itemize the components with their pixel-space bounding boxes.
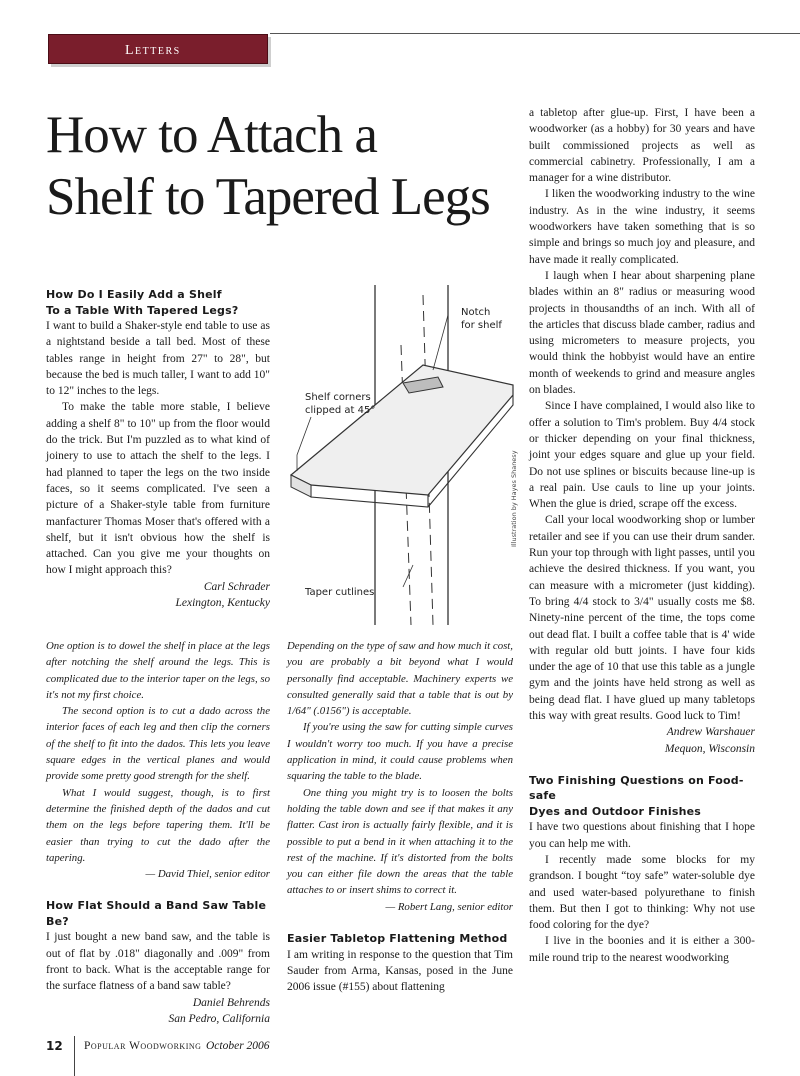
letter-3-paragraph-3: I laugh when I hear about sharpening plane blades within an 8" radius or measuring wood projects in thousandths of an inch. With all of the articles that discuss blade camber, radius and using micrometers to measure projects, you would think the hobbyist would have an entire month of weekends to grind and measure angles on blades. (529, 269, 755, 397)
letter-3-heading: Easier Tabletop Flattening Method (287, 932, 508, 946)
shelf-leg-illustration (283, 285, 523, 630)
notch-leader (433, 315, 448, 370)
title-line-1: How to Attach a (46, 106, 377, 164)
taper-leader (403, 565, 413, 587)
answer-2-paragraph-2: If you're using the saw for cutting simple curves I wouldn't worry too much. If you have a precise application in mind, it could cause problems when squaring the table to the blade. (287, 721, 513, 783)
letter-3-paragraph-1-cont: a tabletop after glue-up. First, I have been a woodworker (as a hobby) for 30 years and have built commissioned projects as well as commercial cabinetry. Professionally, I am a manager for a wine distributor. (529, 107, 755, 185)
label-notch-line-2: for shelf (461, 320, 502, 331)
section-tag-label: Letters (125, 43, 181, 58)
top-rule (270, 33, 800, 34)
magazine-name: Popular Woodworking (84, 1040, 202, 1052)
answer-1-paragraph-2: The second option is to cut a dado across the interior faces of each leg and then clip the corners of the shelf to fit into the dados. This lets you leave square edges in the vertical planes and would provide some pretty good strength for the shelf. (46, 705, 270, 783)
letter-1-heading (46, 287, 270, 318)
letter-1-signature-place: Lexington, Kentucky (175, 597, 270, 610)
footer-divider (74, 1036, 75, 1076)
letter-3-signature-name: Andrew Warshauer (666, 726, 755, 739)
illustration-credit: Illustration by Hayes Shanesy (510, 450, 518, 547)
letter-2-heading: How Flat Should a Band Saw Table Be? (46, 899, 267, 928)
answer-1-signature: — David Thiel, senior editor (145, 868, 270, 881)
answer-1-paragraph-1: One option is to dowel the shelf in place at the legs after notching the shelf around the legs. This is complicated due to the interior taper on the legs, so it's not my first choice. (46, 640, 270, 701)
answer-1 (46, 638, 270, 882)
letter-2-signature-name: Daniel Behrends (192, 996, 270, 1009)
letter-1-signature-name: Carl Schrader (203, 580, 270, 593)
letter-4-paragraph-1: I have two questions about finishing that I hope you can help me with. (529, 821, 755, 850)
letter-3-paragraph-4: Since I have complained, I would also like to offer a solution to Tim's problem. Buy 4/4 stock or thicker depending on your final thickness, joint your edges square and glue up your field. Do not use splines or biscuits because line-up is a real pain. Use cauls to line up your joints. When the glue is dried, scrape off the excess. (529, 400, 755, 511)
label-notch-line-1: Notch (461, 307, 491, 318)
label-taper-cutlines: Taper cutlines (305, 587, 375, 598)
answer-2-paragraph-1: Depending on the type of saw and how much it cost, you are probably a bit beyond what I would personally find acceptable. Machinery experts we consulted generally said that a table that is out by 1/64" (.0156") is acceptable. (287, 640, 513, 718)
letter-1-heading-line-1: How Do I Easily Add a Shelf (46, 288, 222, 301)
article-title (46, 104, 516, 228)
letter-2-signature-place: San Pedro, California (168, 1012, 270, 1025)
label-corners-line-1: Shelf corners (305, 392, 371, 403)
page-number: 12 (46, 1039, 63, 1053)
answer-2-signature: — Robert Lang, senior editor (385, 900, 513, 913)
letter-4-paragraph-2: I recently made some blocks for my grandson. I bought “toy safe” water-soluble dye and used water-based polyurethane to finish them. But then I got to thinking: Why not use food coloring for the dye? (529, 853, 755, 932)
section-tag (48, 34, 268, 64)
letter-4-paragraph-3: I live in the boonies and it is either a 300-mile round trip to the nearest woodworking (529, 935, 755, 964)
letter-4-heading (529, 773, 755, 820)
letter-3-paragraph-1-start: I am writing in response to the question that Tim Sauder from Arma, Kansas, posed in the June 2006 issue (#155) about flattening (287, 948, 513, 994)
answer-2-paragraph-3: One thing you might try is to loosen the bolts holding the table down and see if that makes it any flatter. Cast iron is actually fairly flexible, and it is possible to put a bend in it when attaching it to the rest of the machine. If it's distorted from the bolts you can either file down the areas that the table attaches to or insert shims to correct it. (287, 786, 513, 897)
letter-3-signature-place: Mequon, Wisconsin (664, 742, 755, 755)
letter-3-paragraph-5: Call your local woodworking shop or lumber retailer and see if you can use their drum sander. Run your top through with light passes, until you achieve the desired thickness. If you want, you can measure with a micrometer (just kidding). To bring 4/4 stock to 3/4" usually costs me $8. Ninety-nine percent of the time, the tops come out dead flat. I built a coffee table that is 4' wide with regular old butt joints. I have four kids under the age of 10 that use this table as a jungle gym and the joints have held strong as well as being dead flat. I have glued up many tabletops this way with great results. Good luck to Tim! (529, 514, 755, 722)
answer-1-paragraph-3: What I would suggest, though, is to first determine the finished depth of the dados and cut them on the legs before tapering them. It'll be easier than trying to cut the dado after the tapering. (46, 786, 270, 864)
letter-1-paragraph-1: I want to build a Shaker-style end table to use as a nightstand beside a tall bed. Most of these tables range in height from 27" to 28", but because the bed is much taller, I want to add 10" to 12" inches to the legs. (46, 320, 270, 398)
answer-2-and-letter-3 (287, 638, 513, 995)
shelf-surface (291, 365, 513, 495)
label-corners-line-2: clipped at 45° (305, 405, 376, 416)
letter-4-heading-line-2: Dyes and Outdoor Finishes (529, 804, 702, 818)
letter-3-paragraph-2: I liken the woodworking industry to the wine industry. As in the wine industry, it seems woodworkers have taken something that is so simple and brings so much joy and pleasure, and have made it really complicated. (529, 188, 755, 266)
answer-1-and-letter-2 (46, 638, 270, 1027)
issue-date: October 2006 (206, 1040, 270, 1052)
letter-2-paragraph-1: I just bought a new band saw, and the table is out of flat by .018" diagonally and .009" from front to back. What is the acceptable range for the surface flatness of a band saw table? (46, 931, 270, 993)
letter-1-heading-line-2: To a Table With Tapered Legs? (46, 303, 239, 317)
letter-3-continued (529, 105, 755, 966)
letter-1 (46, 287, 270, 611)
letter-1-paragraph-2: To make the table more stable, I believe adding a shelf 8" to 10" up from the floor would do the trick. But I'm puzzled as to what kind of joinery to use to attach the shelf to the legs. I had planned to taper the legs on the two inside faces, so it seems complicated. I've seen a picture of a Shaker-style table from furniture manfacturer Thomas Moser that's offered with a shelf, but it isn't obvious how the shelf is attached. Can you give me your thoughts on how I might approach this? (46, 401, 270, 577)
letter-4-heading-line-1: Two Finishing Questions on Food-safe (529, 773, 744, 803)
shelf-leg-drawing (283, 285, 523, 630)
answer-2 (287, 638, 513, 915)
title-line-2: Shelf to Tapered Legs (46, 168, 490, 226)
